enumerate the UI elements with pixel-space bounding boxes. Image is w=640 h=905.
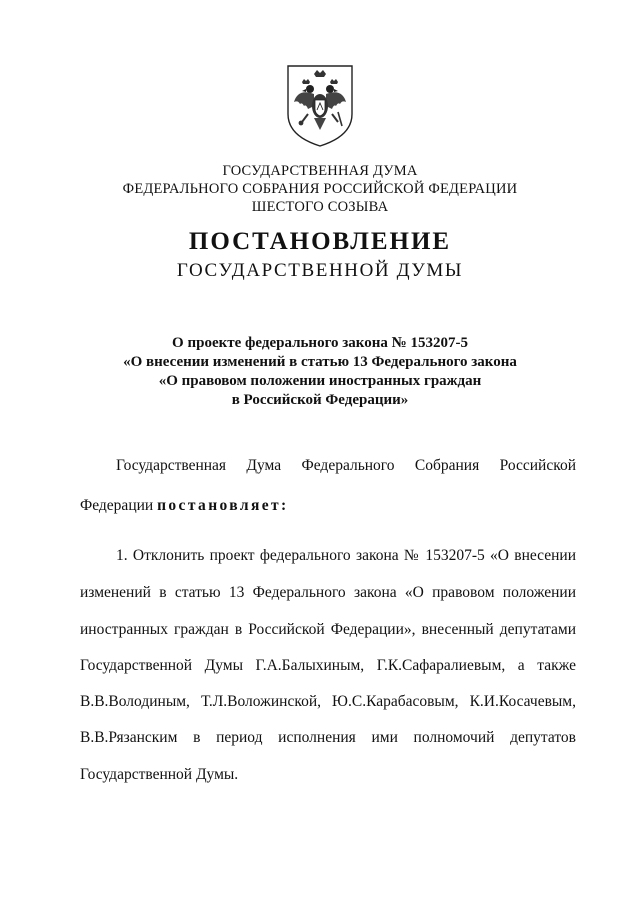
subject-line-2: «О внесении изменений в статью 13 Федерального закона [123,354,517,370]
item1-line-1: 1. Отклонить проект федерального закона № 153207-5 «О внесении [116,547,576,564]
document-title: ПОСТАНОВЛЕНИЕ [188,228,452,255]
preamble-line-1: Государственная Дума Федерального Собрания Российской [116,457,576,474]
subject-line-3: «О правовом положении иностранных граждан [158,373,482,389]
item1-line-2: изменений в статью 13 Федерального закона «О правовом положении [80,584,576,601]
preamble-line-2 [80,496,576,516]
item1-line-6: В.В.Рязанским в период исполнения ими полномочий депутатов [80,729,576,746]
item1-line-5: В.В.Володиным, Т.Л.Воложинской, Ю.С.Карабасовым, К.И.Косачевым, [80,693,576,710]
item1-line-4: Государственной Думы Г.А.Балыхиным, Г.К.Сафаралиевым, а также [80,657,576,674]
item1-line-7: Государственной Думы. [80,766,239,783]
subject-line-1: О проекте федерального закона № 153207-5 [172,335,468,351]
issuer-line-2: ФЕДЕРАЛЬНОГО СОБРАНИЯ РОССИЙСКОЙ ФЕДЕРАЦИИ [122,181,518,197]
resolution-keyword: постановляет: [157,497,289,514]
issuer-line-1: ГОСУДАРСТВЕННАЯ ДУМА [222,163,418,179]
preamble-text: Федерации [80,497,158,514]
subject-line-4: в Российской Федерации» [231,392,409,408]
double-headed-eagle-icon [284,62,356,148]
convocation-line: ШЕСТОГО СОЗЫВА [251,199,389,215]
document-subtitle: ГОСУДАРСТВЕННОЙ ДУМЫ [176,260,464,281]
item1-line-3: иностранных граждан в Российской Федерации», внесенный депутатами [80,621,576,638]
